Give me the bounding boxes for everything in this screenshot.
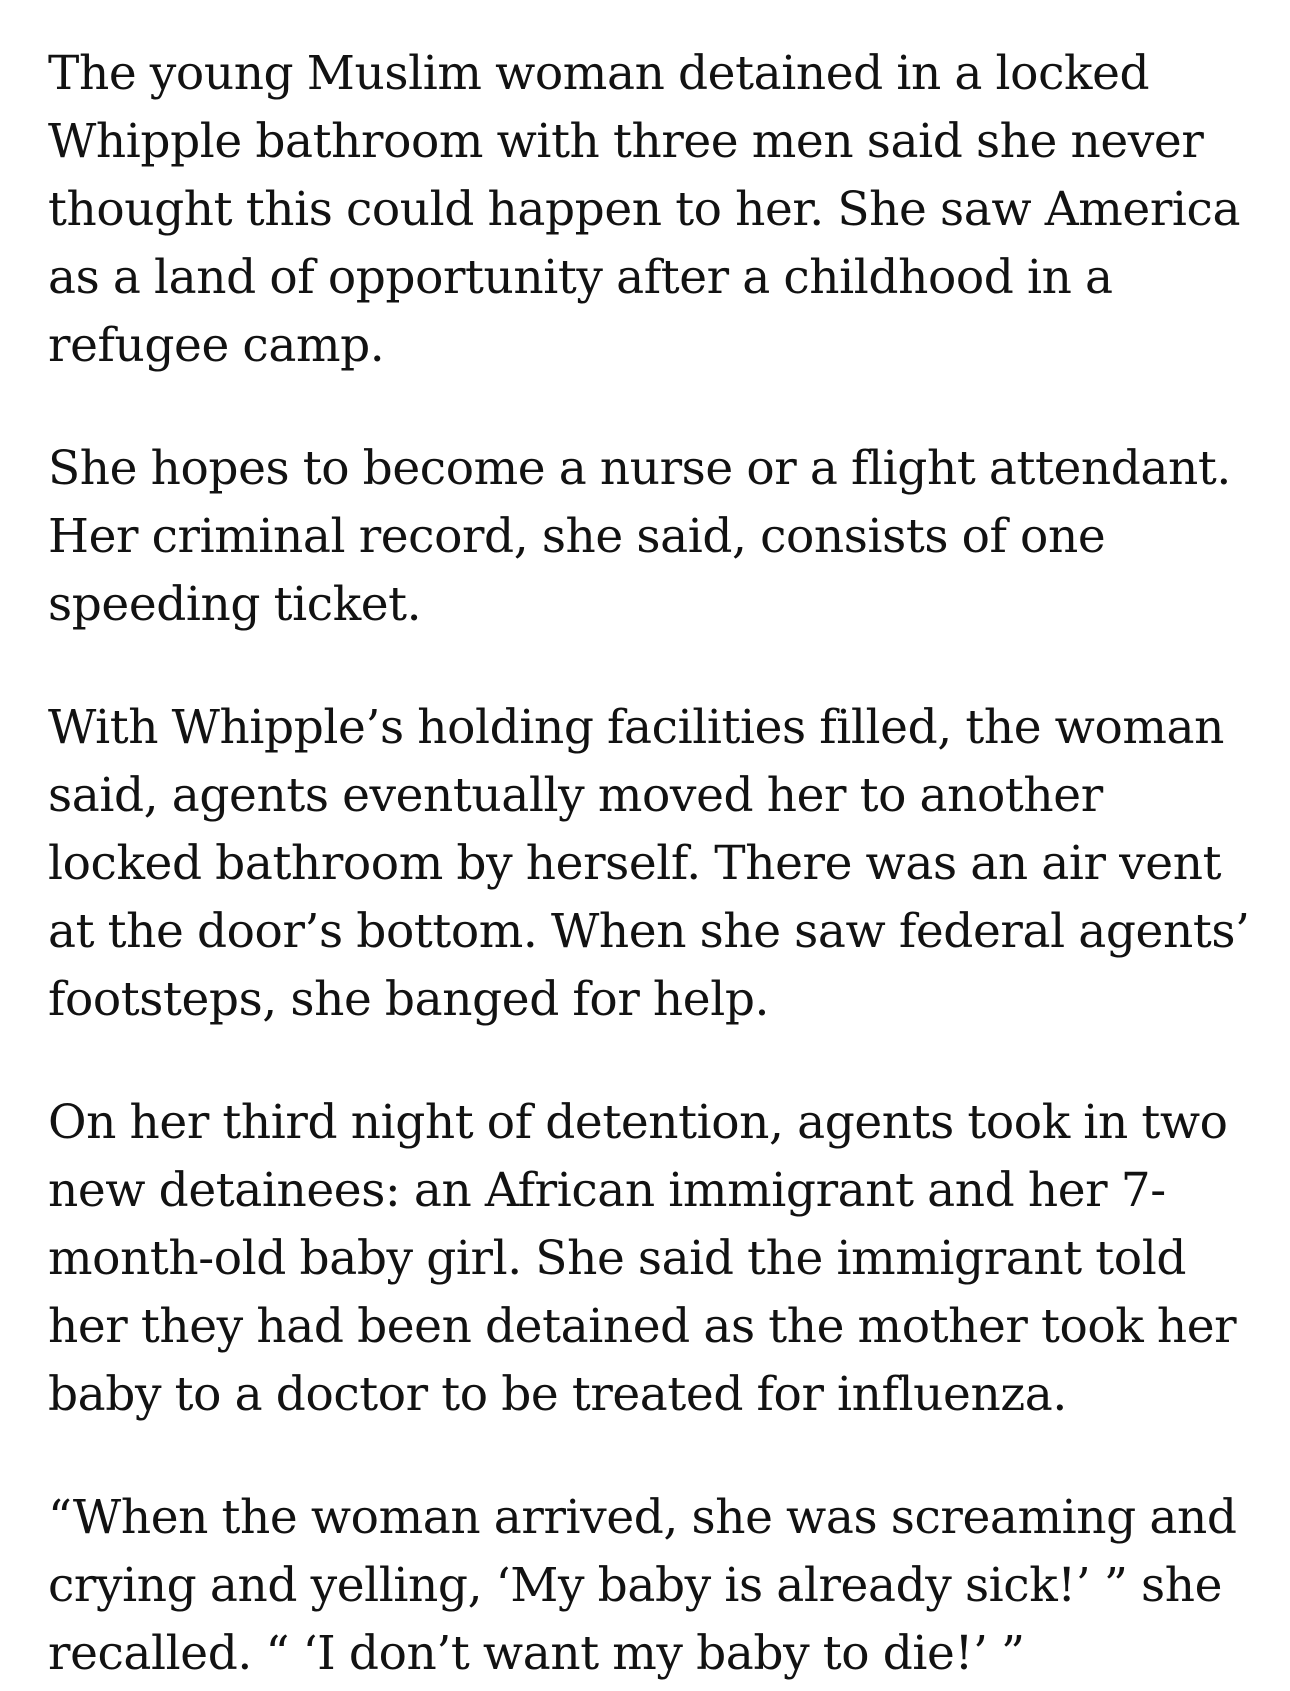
paragraph-line: thought this could happen to her. She saw America xyxy=(48,182,1241,237)
paragraph-line: The young Muslim woman detained in a locked xyxy=(48,46,1150,101)
paragraph-line: refugee camp. xyxy=(48,318,385,373)
paragraph-line: said, agents eventually moved her to another xyxy=(48,768,1103,823)
paragraph-line: On her third night of detention, agents took in two xyxy=(48,1095,1228,1150)
paragraph-3 xyxy=(48,694,1250,1034)
paragraph-line: as a land of opportunity after a childhood in a xyxy=(48,250,1113,305)
paragraph-line: new detainees: an African immigrant and her 7- xyxy=(48,1163,1166,1218)
paragraph-line: crying and yelling, ‘My baby is already sick!’ ” she xyxy=(48,1558,1223,1613)
paragraph-line: month-old baby girl. She said the immigrant told xyxy=(48,1231,1187,1286)
paragraph-4 xyxy=(48,1089,1250,1429)
paragraph-line: speeding ticket. xyxy=(48,577,422,632)
paragraph-line: “When the woman arrived, she was screaming and xyxy=(48,1490,1237,1545)
paragraph-line: With Whipple’s holding facilities filled, the woman xyxy=(48,700,1225,755)
paragraph-line: at the door’s bottom. When she saw federal agents’ xyxy=(48,904,1250,959)
paragraph-line: recalled. “ ‘I don’t want my baby to die!’ ” xyxy=(48,1626,1025,1681)
paragraph-line: footsteps, she banged for help. xyxy=(48,972,770,1027)
paragraph-line: Whipple bathroom with three men said she never xyxy=(48,114,1204,169)
paragraph-2 xyxy=(48,435,1250,639)
paragraph-1 xyxy=(48,40,1250,380)
paragraph-line: Her criminal record, she said, consists of one xyxy=(48,509,1106,564)
paragraph-line: She hopes to become a nurse or a flight attendant. xyxy=(48,441,1231,496)
paragraph-line: her they had been detained as the mother took her xyxy=(48,1299,1237,1354)
paragraph-line: locked bathroom by herself. There was an air vent xyxy=(48,836,1222,891)
paragraph-5 xyxy=(48,1484,1250,1688)
paragraph-line: baby to a doctor to be treated for influenza. xyxy=(48,1367,1067,1422)
